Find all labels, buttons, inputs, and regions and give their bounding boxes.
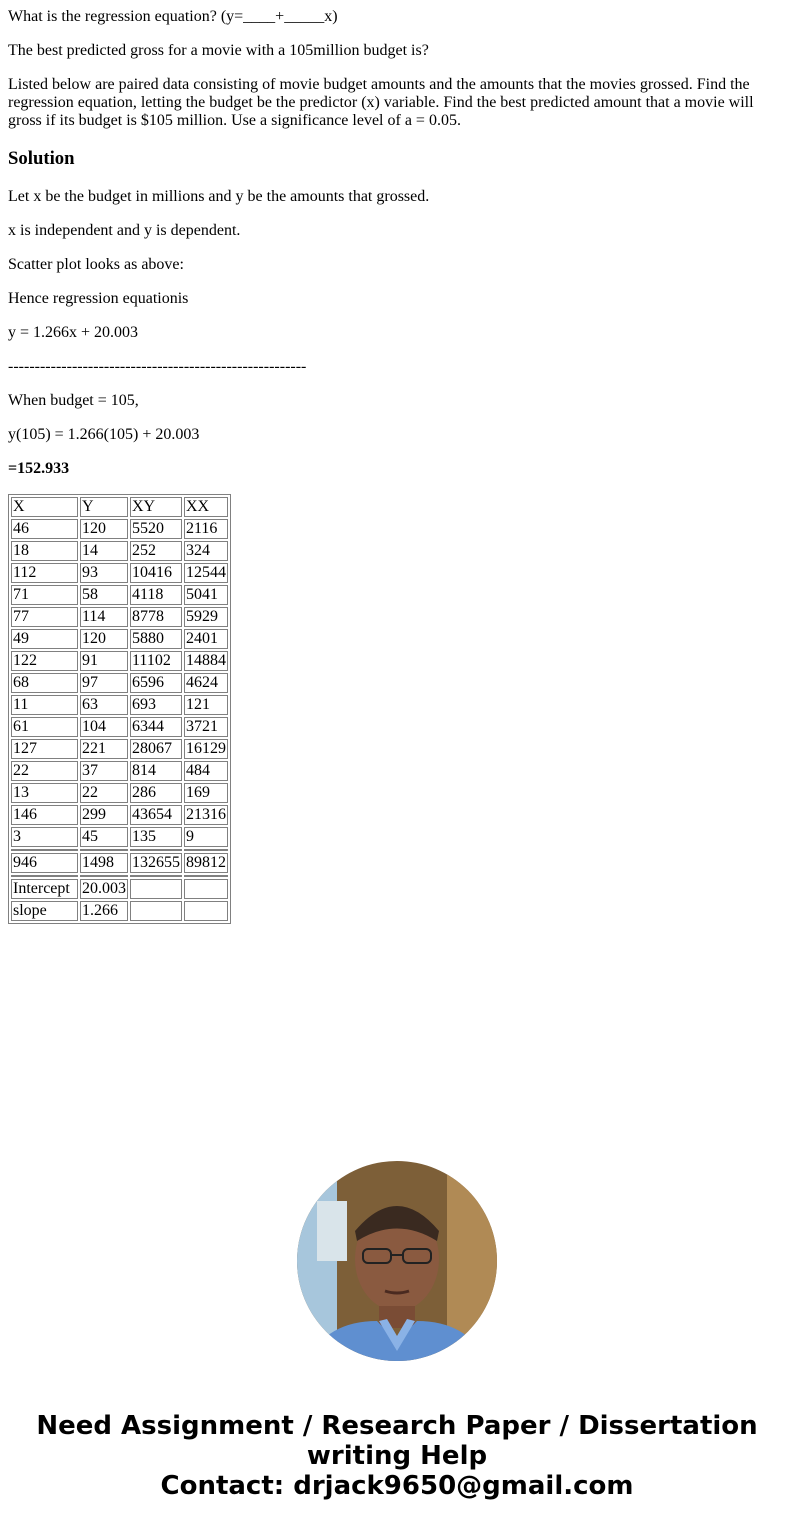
table-cell: 21316 xyxy=(186,806,226,823)
table-cell: 120 xyxy=(80,519,128,539)
table-row xyxy=(11,541,228,561)
table-cell: 9 xyxy=(184,827,228,847)
table-row xyxy=(11,629,228,649)
table-cell: 286 xyxy=(130,783,182,803)
table-separator-cell xyxy=(130,875,182,877)
table-total-cell: 946 xyxy=(11,853,78,873)
table-row xyxy=(11,717,228,737)
table-cell: 146 xyxy=(11,805,78,825)
table-cell: 127 xyxy=(11,739,78,759)
table-row xyxy=(11,519,228,539)
table-row xyxy=(11,695,228,715)
table-cell: 12544 xyxy=(186,564,226,581)
table-cell: 693 xyxy=(130,695,182,715)
table-row xyxy=(11,805,228,825)
table-cell: 169 xyxy=(184,783,228,803)
table-cell: 97 xyxy=(80,673,128,693)
author-photo xyxy=(297,1161,497,1361)
table-cell: 46 xyxy=(11,519,78,539)
table-separator-cell xyxy=(11,849,78,851)
table-cell: 299 xyxy=(80,805,128,825)
table-cell: 120 xyxy=(80,629,128,649)
table-cell: 77 xyxy=(11,607,78,627)
table-total-cell: 89812 xyxy=(186,854,226,871)
table-cell: 49 xyxy=(11,629,78,649)
question-line-3: Listed below are paired data consisting of movie budget amounts and the amounts that the movies grossed. Find the regression equation, letting the budget be the predictor (x) variable. Find the best predicted amount that a movie will gross if its budget is $105 million. Use a significance level of a = 0.05. xyxy=(8,76,754,129)
table-cell: 14884 xyxy=(186,652,226,669)
table-cell: 4624 xyxy=(184,673,228,693)
solution-line: When budget = 105, xyxy=(8,392,139,409)
table-cell: 252 xyxy=(130,541,182,561)
table-cell: Intercept xyxy=(11,879,78,899)
table-cell: 28067 xyxy=(130,739,182,759)
table-row xyxy=(11,761,228,781)
table-separator-row xyxy=(11,875,228,877)
table-cell: 2401 xyxy=(184,629,228,649)
document-body xyxy=(0,8,794,924)
table-cell xyxy=(184,901,228,921)
table-cell: 45 xyxy=(80,827,128,847)
table-row xyxy=(11,651,228,671)
footer-banner xyxy=(0,1411,794,1501)
table-cell: 5880 xyxy=(130,629,182,649)
solution-line: y(105) = 1.266(105) + 20.003 xyxy=(8,426,200,443)
regression-equation: y = 1.266x + 20.003 xyxy=(8,324,139,341)
table-cell: 5041 xyxy=(184,585,228,605)
solution-line: x is independent and y is dependent. xyxy=(8,222,241,239)
table-cell: 4118 xyxy=(130,585,182,605)
table-cell xyxy=(130,879,182,899)
table-row xyxy=(11,739,228,759)
table-cell: 13 xyxy=(11,783,78,803)
table-total-cell: 132655 xyxy=(132,854,180,871)
table-cell: slope xyxy=(11,901,78,921)
table-header-cell: X xyxy=(11,497,78,517)
table-header-cell: Y xyxy=(80,497,128,517)
table-cell: 6344 xyxy=(130,717,182,737)
table-cell: 814 xyxy=(130,761,182,781)
table-cell: 135 xyxy=(130,827,182,847)
table-cell: 484 xyxy=(184,761,228,781)
table-separator-cell xyxy=(130,849,182,851)
table-cell: 61 xyxy=(11,717,78,737)
table-row xyxy=(11,827,228,847)
table-row xyxy=(11,673,228,693)
table-cell: 112 xyxy=(11,563,78,583)
table-row xyxy=(11,563,228,583)
table-cell: 93 xyxy=(80,563,128,583)
footer-line-1: Need Assignment / Research Paper / Dissertation xyxy=(36,1411,758,1441)
predicted-result xyxy=(8,460,786,478)
calculation-table xyxy=(8,494,231,924)
solution-heading: Solution xyxy=(8,148,75,169)
table-total-cell: 1498 xyxy=(80,853,128,873)
divider-line: -------------------------------------------------------- xyxy=(8,358,307,375)
table-cell: 2116 xyxy=(184,519,228,539)
table-row xyxy=(11,585,228,605)
table-separator-cell xyxy=(80,849,128,851)
question-line-2: The best predicted gross for a movie with a 105million budget is? xyxy=(8,42,429,59)
table-separator-cell xyxy=(184,875,228,877)
table-cell: 91 xyxy=(80,651,128,671)
table-cell: 5520 xyxy=(130,519,182,539)
table-separator-cell xyxy=(11,875,78,877)
table-cell xyxy=(184,879,228,899)
table-cell: 14 xyxy=(80,541,128,561)
table-cell: 18 xyxy=(11,541,78,561)
predicted-result-value: =152.933 xyxy=(8,460,70,477)
table-cell: 43654 xyxy=(130,805,182,825)
table-header-row xyxy=(11,497,228,517)
table-cell xyxy=(130,901,182,921)
table-slope-row xyxy=(11,901,228,921)
table-cell: 3 xyxy=(11,827,78,847)
table-cell: 3721 xyxy=(184,717,228,737)
table-cell: 114 xyxy=(80,607,128,627)
table-cell: 121 xyxy=(184,695,228,715)
table-row xyxy=(11,607,228,627)
table-cell: 68 xyxy=(11,673,78,693)
table-intercept-row xyxy=(11,879,228,899)
table-cell: 6596 xyxy=(130,673,182,693)
table-separator-cell xyxy=(80,875,128,877)
table-cell: 10416 xyxy=(130,563,182,583)
solution-line: Let x be the budget in millions and y be the amounts that grossed. xyxy=(8,188,430,205)
table-cell: 37 xyxy=(80,761,128,781)
table-cell: 5929 xyxy=(184,607,228,627)
solution-line: Hence regression equationis xyxy=(8,290,189,307)
table-cell: 221 xyxy=(80,739,128,759)
table-cell: 16129 xyxy=(186,740,226,757)
table-header-cell: XX xyxy=(184,497,228,517)
table-cell: 58 xyxy=(80,585,128,605)
table-cell: 71 xyxy=(11,585,78,605)
table-row xyxy=(11,783,228,803)
table-cell: 22 xyxy=(11,761,78,781)
solution-line: Scatter plot looks as above: xyxy=(8,256,184,273)
person-photo-icon xyxy=(297,1161,497,1361)
footer-line-2: writing Help xyxy=(306,1441,488,1471)
table-separator-row xyxy=(11,849,228,851)
table-cell: 20.003 xyxy=(82,880,126,897)
table-cell: 104 xyxy=(80,717,128,737)
table-cell: 324 xyxy=(184,541,228,561)
table-cell: 122 xyxy=(11,651,78,671)
table-cell: 1.266 xyxy=(80,901,128,921)
table-cell: 63 xyxy=(80,695,128,715)
table-cell: 8778 xyxy=(130,607,182,627)
question-line-1: What is the regression equation? (y=____+_____x) xyxy=(8,8,338,25)
table-cell: 11 xyxy=(11,695,78,715)
table-cell: 22 xyxy=(80,783,128,803)
table-cell: 11102 xyxy=(130,651,182,671)
table-totals-row xyxy=(11,853,228,873)
footer-contact: Contact: drjack9650@gmail.com xyxy=(160,1471,634,1501)
table-separator-cell xyxy=(184,849,228,851)
table-header-cell: XY xyxy=(130,497,182,517)
